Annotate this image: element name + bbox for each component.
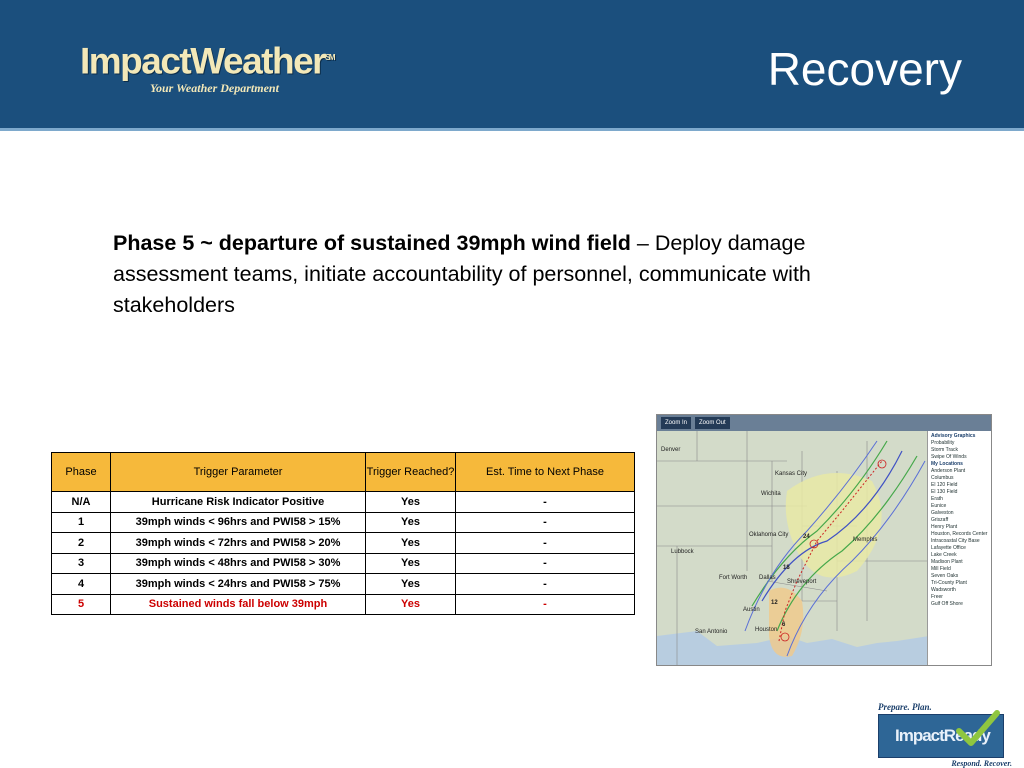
phase-description [113,228,853,321]
cell-phase: N/A [52,492,111,513]
cell-phase: 5 [52,594,111,615]
cell-reached: Yes [366,533,456,554]
zoom-in-button[interactable]: Zoom In [661,417,691,429]
cell-time: - [456,594,635,615]
city-label: Oklahoma City [749,532,789,538]
track-label: 12 [771,600,778,606]
phase-heading: Phase 5 ~ departure of sustained 39mph wind field [113,231,631,255]
sidebar-item[interactable]: Houston, Records Center [931,531,988,537]
cell-reached: Yes [366,594,456,615]
sidebar-item[interactable]: Eunice [931,503,947,509]
table-row [52,512,635,533]
sidebar-item[interactable]: Griszaff [931,517,949,523]
cell-time: - [456,553,635,574]
sidebar-item[interactable]: Erath [931,496,943,502]
city-label: San Antonio [695,629,728,635]
trigger-table [51,452,635,615]
impactweather-logo [80,38,334,96]
sidebar-item[interactable]: Intracoastal City Base [931,538,980,544]
logo-box [878,714,1004,758]
logo-word: ImpactReady [895,726,990,745]
city-label: Wichita [761,491,781,497]
map-sidebar [927,431,991,666]
cell-trigger: 39mph winds < 24hrs and PWI58 > 75% [111,574,366,595]
cell-phase: 3 [52,553,111,574]
sidebar-item[interactable]: Lake Creek [931,552,957,558]
col-header-trigger-parameter: Trigger Parameter [111,453,366,492]
sidebar-item[interactable]: El 130 Field [931,489,958,495]
logo-top-text: Prepare. Plan. [878,702,932,712]
logo-text: ImpactWeather [80,40,326,82]
sidebar-item[interactable]: Columbus [931,475,954,481]
cell-trigger: 39mph winds < 72hrs and PWI58 > 20% [111,533,366,554]
logo-sm: SM [325,53,335,62]
map-canvas[interactable] [657,431,929,666]
header-banner [0,0,1024,130]
sidebar-item[interactable]: Gulf Off Shore [931,601,963,607]
cell-trigger: 39mph winds < 96hrs and PWI58 > 15% [111,512,366,533]
logo-bottom-text: Respond. Recover. [951,759,1012,768]
cell-trigger: Hurricane Risk Indicator Positive [111,492,366,513]
cell-time: - [456,492,635,513]
zoom-out-button[interactable]: Zoom Out [695,417,730,429]
sidebar-item[interactable]: Wadsworth [931,587,956,593]
page-title: Recovery [767,43,962,95]
checkmark-icon [955,709,1001,749]
col-header-trigger-reached: Trigger Reached? [366,453,456,492]
sidebar-item[interactable]: Madison Plant [931,559,963,565]
cell-reached: Yes [366,512,456,533]
cell-time: - [456,533,635,554]
city-label: Houston [755,627,778,633]
table-header-row [52,453,635,492]
city-label: Kansas City [775,471,808,477]
table-row [52,574,635,595]
table-row [52,533,635,554]
sidebar-item[interactable]: Seven Oaks [931,573,959,579]
cell-phase: 1 [52,512,111,533]
city-label: Denver [661,447,681,453]
sidebar-item[interactable]: Freer [931,594,943,600]
table-row-highlighted [52,594,635,615]
sidebar-item[interactable]: Henry Plant [931,524,958,530]
sidebar-item[interactable]: Mill Field [931,566,951,572]
table-row [52,492,635,513]
cell-reached: Yes [366,553,456,574]
cell-trigger: 39mph winds < 48hrs and PWI58 > 30% [111,553,366,574]
sidebar-heading: My Locations [931,461,963,467]
sidebar-item[interactable]: Lafayette Office [931,545,966,551]
city-label: Lubbock [671,549,694,555]
sidebar-item[interactable]: Probability [931,440,955,446]
phase-detail: – Deploy damage assessment teams, initiate accountability of personnel, communicate with stakeholders [113,231,811,317]
sidebar-item[interactable]: Tri-County Plant [931,580,967,586]
header-divider [0,128,1024,131]
sidebar-item[interactable]: Swipe Of Winds [931,454,967,460]
cell-time: - [456,512,635,533]
cell-reached: Yes [366,492,456,513]
track-label: 6 [782,622,786,628]
city-label: Memphis [853,537,878,543]
city-label: Shreveport [787,579,817,585]
cell-reached: Yes [366,574,456,595]
sidebar-item[interactable]: Galveston [931,510,954,516]
col-header-est-time: Est. Time to Next Phase [456,453,635,492]
logo-tagline: Your Weather Department [150,81,279,96]
storm-track-map[interactable] [656,414,992,666]
track-label: 24 [803,534,810,540]
sidebar-item[interactable]: Storm Track [931,447,958,453]
cell-trigger: Sustained winds fall below 39mph [111,594,366,615]
track-label: 18 [783,565,790,571]
city-label: Dallas [759,575,776,581]
cell-time: - [456,574,635,595]
city-label: Fort Worth [719,575,748,581]
col-header-phase: Phase [52,453,111,492]
cell-phase: 4 [52,574,111,595]
impactready-logo [878,702,1012,768]
map-toolbar [657,415,992,431]
table-row [52,553,635,574]
sidebar-item[interactable]: Anderson Plant [931,468,966,474]
sidebar-item[interactable]: El 120 Field [931,482,958,488]
sidebar-heading: Advisory Graphics [931,433,976,439]
cell-phase: 2 [52,533,111,554]
city-label: Austin [743,607,760,613]
